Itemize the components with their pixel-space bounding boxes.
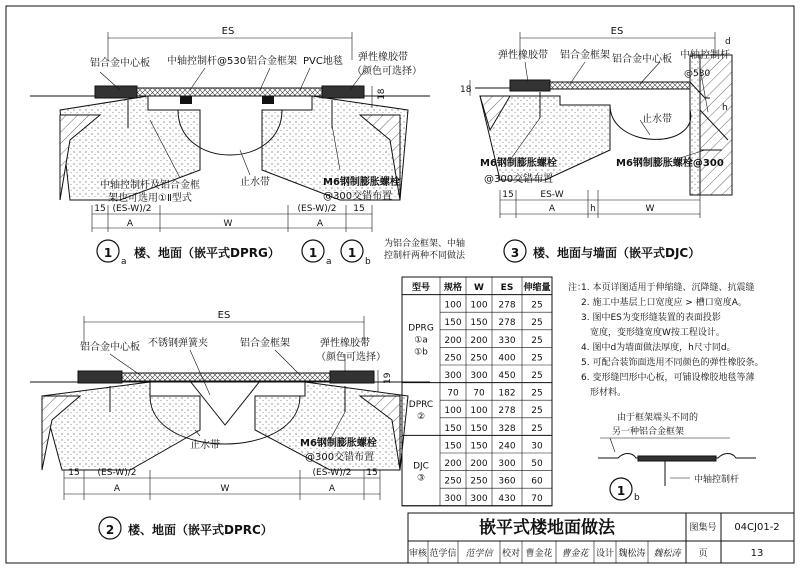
review-label: 审核 bbox=[408, 549, 428, 559]
check-name: 曹金花 bbox=[525, 549, 553, 559]
table-cell: 300 bbox=[498, 459, 516, 469]
table-cell: 200 bbox=[444, 459, 462, 469]
alt-note-1: 为铝合金框架、中轴 bbox=[384, 239, 466, 249]
detail-1a-number: 1 bbox=[103, 246, 113, 260]
detail-3-number: 3 bbox=[510, 246, 520, 260]
table-cell: 430 bbox=[498, 494, 516, 505]
dim-w-3: W bbox=[645, 204, 655, 214]
rubber-belt-label-2: 弹性橡胶带 bbox=[320, 338, 370, 349]
note-item-8: 形材料。 bbox=[590, 388, 627, 398]
table-cell: 278 bbox=[498, 318, 516, 329]
table-header: 规格 bbox=[443, 283, 463, 293]
note-item-5: 4. 图中d为墙面做法厚度，h尺寸同d。 bbox=[581, 343, 736, 353]
table-cell: 278 bbox=[498, 300, 516, 311]
left-frame bbox=[95, 86, 137, 98]
dim-a2-2: A bbox=[328, 484, 336, 494]
right-frame bbox=[322, 86, 364, 98]
table-header: 伸缩量 bbox=[523, 283, 551, 293]
title-block bbox=[408, 513, 794, 563]
table-cell: 400 bbox=[498, 353, 516, 364]
waterstop-label: 止水带 bbox=[240, 177, 270, 188]
alt-1a-sub: a bbox=[326, 257, 332, 267]
alt-1b-number: 1 bbox=[347, 246, 357, 260]
table-cell: 50 bbox=[531, 459, 543, 469]
spec-table bbox=[402, 277, 552, 506]
rubber-opt-label-2: （颜色可选择） bbox=[316, 352, 386, 363]
table-cell: 300 bbox=[444, 371, 462, 381]
table-cell: 200 bbox=[444, 335, 462, 346]
sheet-title: 嵌平式楼地面做法 bbox=[479, 518, 615, 538]
alt-1b-sub: b bbox=[365, 257, 371, 267]
table-cell: 300 bbox=[444, 494, 462, 505]
table-group-label: DPRG bbox=[408, 323, 434, 334]
table-cell: 200 bbox=[470, 335, 488, 346]
center-plate-label: 铝合金中心板 bbox=[90, 58, 150, 69]
detail-2 bbox=[30, 310, 430, 539]
alt-note-2: 控制杆两种不同做法 bbox=[384, 251, 466, 261]
table-header: 型号 bbox=[411, 283, 431, 293]
note-item-7: 6. 变形缝凹形中心板，可铺设橡胶地毯等薄 bbox=[581, 373, 755, 383]
pivot-note-2: 架也可选用①Ⅱ型式 bbox=[108, 193, 192, 204]
pivot-spacing-3: @530 bbox=[684, 69, 711, 79]
note-item-1: 1. 本页详图适用于伸缩缝、沉降缝、抗震缝 bbox=[581, 283, 755, 293]
center-plate bbox=[137, 88, 322, 96]
table-cell: 240 bbox=[498, 441, 516, 452]
dim-19: 19 bbox=[383, 372, 393, 384]
table-cell: 182 bbox=[498, 388, 516, 399]
table-header: ES bbox=[500, 283, 514, 293]
table-cell: 250 bbox=[470, 353, 488, 364]
waterstop-label-2: 止水带 bbox=[190, 440, 220, 451]
table-cell: 250 bbox=[470, 476, 488, 487]
table-cell: 328 bbox=[498, 423, 516, 434]
table-cell: 25 bbox=[531, 353, 543, 364]
dim-18: 18 bbox=[377, 88, 387, 100]
dim-esw2a-2: (ES-W)/2 bbox=[97, 468, 137, 478]
dim-h-3: h bbox=[722, 103, 728, 113]
page-label: 页 bbox=[698, 549, 708, 559]
bolt-label-1-2: M6钢制膨胀螺栓 bbox=[300, 438, 377, 449]
table-cell: 30 bbox=[531, 441, 543, 452]
bolt-r-3: M6钢制膨胀螺栓@300 bbox=[616, 158, 724, 169]
es-label-3: ES bbox=[610, 26, 624, 37]
note-item-4: 宽度，变形缝宽度W按工程设计。 bbox=[590, 328, 725, 338]
dim-esw2b: (ES-W)/2 bbox=[297, 204, 337, 214]
detail-3-title: 楼、地面与墙面（嵌平式DJC） bbox=[533, 246, 701, 260]
dim-a1-2: A bbox=[113, 484, 121, 494]
frame-label-3: 铝合金框架 bbox=[560, 50, 610, 61]
alt-1a-number: 1 bbox=[308, 246, 318, 260]
bolt-l1-3: M6钢制膨胀螺栓 bbox=[480, 158, 557, 169]
dim-esw2a: (ES-W)/2 bbox=[112, 204, 152, 214]
table-cell: 150 bbox=[444, 423, 462, 434]
frame-label: 铝合金框架 bbox=[247, 56, 297, 67]
pvc-label: PVC地毯 bbox=[303, 56, 343, 67]
detail-3 bbox=[460, 26, 732, 262]
table-cell: 360 bbox=[498, 476, 516, 487]
table-group-label: ①b bbox=[414, 347, 428, 358]
right-frame-2 bbox=[330, 371, 374, 383]
table-cell: 250 bbox=[444, 353, 462, 364]
table-cell: 250 bbox=[444, 476, 462, 487]
es-label-2: ES bbox=[217, 310, 231, 321]
dim-15-3: 15 bbox=[502, 190, 514, 200]
dim-esw2b-2: (ES-W)/2 bbox=[312, 468, 352, 478]
frame-3 bbox=[510, 80, 550, 91]
table-cell: 25 bbox=[531, 335, 543, 346]
dim-15a: 15 bbox=[94, 204, 106, 214]
dim-d: d bbox=[725, 37, 731, 47]
table-cell: 150 bbox=[470, 318, 488, 329]
d1b-number: 1 bbox=[616, 484, 626, 498]
detail-1b bbox=[598, 411, 756, 503]
d1b-pivot-label: 中轴控制杆 bbox=[694, 475, 740, 485]
table-cell: 70 bbox=[531, 494, 543, 505]
dim-18-3: 18 bbox=[460, 85, 472, 95]
table-cell: 25 bbox=[531, 371, 543, 381]
table-cell: 150 bbox=[444, 441, 462, 452]
check-label: 校对 bbox=[501, 549, 521, 559]
bolt-l2-3: @300交错布置 bbox=[484, 174, 554, 185]
table-cell: 330 bbox=[498, 335, 516, 346]
detail-1a bbox=[30, 26, 466, 267]
table-cell: 100 bbox=[470, 406, 488, 417]
bolt-label-1: M6钢制膨胀螺栓 bbox=[323, 177, 400, 188]
dim-w: W bbox=[223, 219, 233, 229]
table-cell: 25 bbox=[531, 300, 543, 311]
rubber-belt-label-3: 弹性橡胶带 bbox=[498, 50, 548, 61]
check-signature: 曹金花 bbox=[561, 549, 589, 559]
bolt-label-2: @300交错布置 bbox=[323, 191, 393, 202]
table-cell: 450 bbox=[498, 371, 516, 381]
table-cell: 25 bbox=[531, 406, 543, 417]
table-cell: 25 bbox=[531, 423, 543, 434]
table-group-label: ③ bbox=[416, 473, 426, 484]
review-signature: 范学信 bbox=[465, 549, 493, 559]
table-header: W bbox=[474, 283, 484, 293]
left-slab-2 bbox=[42, 382, 200, 470]
table-cell: 200 bbox=[470, 459, 488, 469]
dim-w-2: W bbox=[220, 484, 230, 494]
table-group-label: ② bbox=[416, 412, 426, 422]
dim-15b-2: 15 bbox=[366, 468, 378, 478]
table-cell: 60 bbox=[531, 476, 543, 487]
note-item-2: 2. 施工中基层上口宽度应 > 槽口宽度A。 bbox=[581, 298, 747, 308]
dim-15b: 15 bbox=[353, 204, 365, 214]
table-cell: 150 bbox=[470, 423, 488, 434]
pivot-note-1: 中轴控制杆及铝合金框 bbox=[100, 180, 200, 191]
table-cell: 278 bbox=[498, 406, 516, 417]
bolt-label-2-2: @300交错布置 bbox=[305, 452, 375, 463]
dim-15a-2: 15 bbox=[68, 468, 80, 478]
dim-esw-3: ES-W bbox=[540, 190, 564, 200]
pivot-bar-label-3: 中轴控制杆 bbox=[680, 50, 730, 61]
table-group-label: DPRC bbox=[408, 400, 434, 410]
table-cell: 150 bbox=[444, 318, 462, 329]
design-name: 魏松涛 bbox=[618, 549, 646, 559]
spring-label: 不锈钢弹簧夹 bbox=[148, 338, 208, 349]
table-group-label: ①a bbox=[414, 335, 428, 346]
pivot-bar-label: 中轴控制杆@530 bbox=[167, 56, 247, 67]
frame-label-2: 铝合金框架 bbox=[240, 338, 290, 349]
detail-1a-title: 楼、地面（嵌平式DPRG） bbox=[134, 246, 280, 260]
atlas-label: 图集号 bbox=[689, 523, 717, 533]
table-cell: 100 bbox=[444, 406, 462, 417]
detail-1a-sub: a bbox=[121, 257, 127, 267]
d1b-note-2: 另一种铝合金框架 bbox=[612, 427, 685, 437]
table-group-label: DJC bbox=[413, 461, 429, 472]
center-plate-label-3: 铝合金中心板 bbox=[612, 54, 672, 65]
note-item-6: 5. 可配合装饰面选用不同颜色的弹性橡胶条。 bbox=[581, 358, 764, 368]
left-frame-2 bbox=[78, 371, 122, 383]
table-cell: 300 bbox=[470, 494, 488, 505]
dim-h2-3: h bbox=[590, 204, 596, 214]
rubber-belt-label: 弹性橡胶带 bbox=[358, 52, 408, 63]
atlas-number: 04CJ01-2 bbox=[734, 522, 780, 533]
table-cell: 150 bbox=[470, 441, 488, 452]
table-cell: 100 bbox=[444, 300, 462, 311]
detail-2-title: 楼、地面（嵌平式DPRC） bbox=[128, 523, 273, 537]
es-label: ES bbox=[221, 26, 235, 37]
notes-prefix: 注： bbox=[568, 283, 587, 293]
waterstop-label-3: 止水带 bbox=[642, 114, 672, 125]
table-cell: 25 bbox=[531, 318, 543, 329]
dim-a2: A bbox=[316, 219, 324, 229]
note-item-3: 3. 图中ES为变形缝装置的表面投影 bbox=[581, 313, 721, 323]
design-signature: 魏松涛 bbox=[653, 549, 681, 559]
page-number: 13 bbox=[750, 548, 764, 559]
notes bbox=[568, 281, 763, 398]
table-cell: 70 bbox=[473, 388, 485, 399]
dim-a1: A bbox=[126, 219, 134, 229]
d1b-sub: b bbox=[634, 493, 640, 503]
review-name: 范学信 bbox=[429, 549, 457, 559]
table-cell: 300 bbox=[470, 371, 488, 381]
table-cell: 100 bbox=[470, 300, 488, 311]
center-plate-label-2: 铝合金中心板 bbox=[80, 342, 140, 353]
table-cell: 25 bbox=[531, 388, 543, 399]
d1b-note-1: 由于框架端头不同的 bbox=[617, 413, 699, 423]
detail-2-number: 2 bbox=[105, 523, 115, 537]
rubber-opt-label: （颜色可选择） bbox=[352, 66, 422, 77]
design-label: 设计 bbox=[595, 549, 615, 559]
table-cell: 70 bbox=[447, 388, 459, 399]
dim-a-3: A bbox=[548, 204, 556, 214]
